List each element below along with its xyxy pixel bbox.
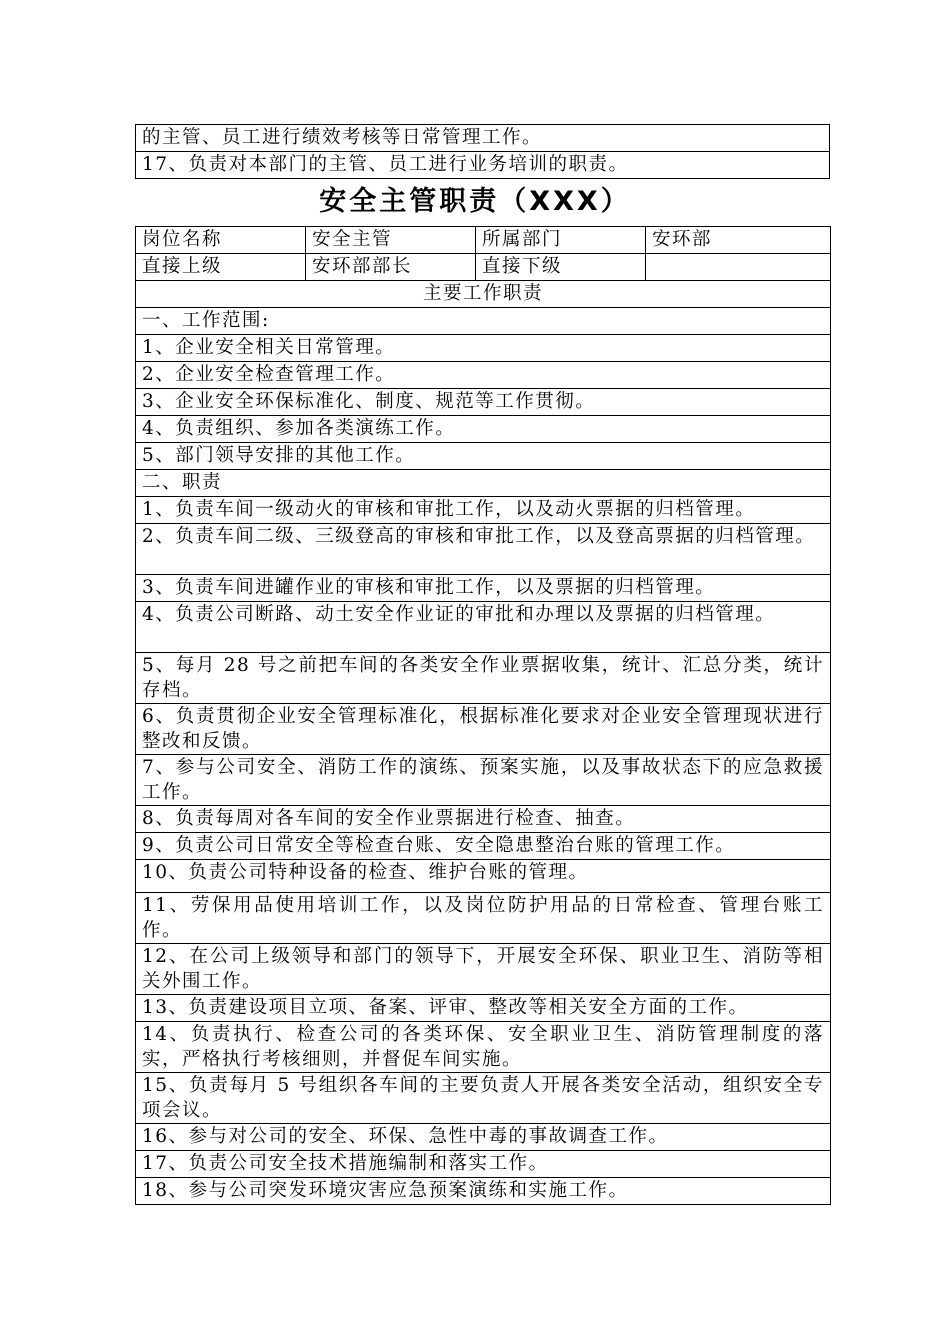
duty-item: 4、负责公司断路、动土安全作业证的审批和办理以及票据的归档管理。 <box>136 602 831 653</box>
duty-item: 18、参与公司突发环境灾害应急预案演练和实施工作。 <box>136 1178 831 1205</box>
duty-item: 14、负责执行、检查公司的各类环保、安全职业卫生、消防管理制度的落实，严格执行考核细则，并督促车间实施。 <box>136 1022 831 1073</box>
duty-item: 12、在公司上级领导和部门的领导下，开展安全环保、职业卫生、消防等相关外围工作。 <box>136 944 831 995</box>
duty-item: 10、负责公司特种设备的检查、维护台账的管理。 <box>136 860 831 893</box>
info-row-1 <box>136 227 831 254</box>
duty-heading: 二、职责 <box>136 470 831 497</box>
scope-heading: 一、工作范围: <box>136 308 831 335</box>
dept-value: 安环部 <box>646 227 831 254</box>
duty-item: 2、负责车间二级、三级登高的审核和审批工作，以及登高票据的归档管理。 <box>136 524 831 575</box>
duty-item: 13、负责建设项目立项、备案、评审、整改等相关安全方面的工作。 <box>136 995 831 1022</box>
duty-item: 1、负责车间一级动火的审核和审批工作，以及动火票据的归档管理。 <box>136 497 831 524</box>
duty-item: 8、负责每周对各车间的安全作业票据进行检查、抽查。 <box>136 806 831 833</box>
scope-item: 5、部门领导安排的其他工作。 <box>136 443 831 470</box>
duty-item: 15、负责每月 5 号组织各车间的主要负责人开展各类安全活动，组织安全专项会议。 <box>136 1073 831 1124</box>
superior-label: 直接上级 <box>136 254 306 281</box>
page-title: 安全主管职责（XXX） <box>319 186 631 217</box>
duty-item: 9、负责公司日常安全等检查台账、安全隐患整治台账的管理工作。 <box>136 833 831 860</box>
subordinate-value <box>646 254 831 281</box>
scope-item: 1、企业安全相关日常管理。 <box>136 335 831 362</box>
duty-item: 6、负责贯彻企业安全管理标准化，根据标准化要求对企业安全管理现状进行整改和反馈。 <box>136 704 831 755</box>
subordinate-label: 直接下级 <box>476 254 646 281</box>
scope-item: 4、负责组织、参加各类演练工作。 <box>136 416 831 443</box>
scope-item: 2、企业安全检查管理工作。 <box>136 362 831 389</box>
duty-item: 17、负责公司安全技术措施编制和落实工作。 <box>136 1151 831 1178</box>
duty-item: 11、劳保用品使用培训工作，以及岗位防护用品的日常检查、管理台账工作。 <box>136 893 831 944</box>
position-label: 岗位名称 <box>136 227 306 254</box>
info-row-2 <box>136 254 831 281</box>
dept-label: 所属部门 <box>476 227 646 254</box>
previous-section-table <box>135 124 830 179</box>
scope-item: 3、企业安全环保标准化、制度、规范等工作贯彻。 <box>136 389 831 416</box>
duty-item: 3、负责车间进罐作业的审核和审批工作，以及票据的归档管理。 <box>136 575 831 602</box>
duties-header: 主要工作职责 <box>136 281 831 308</box>
previous-duty-17: 17、负责对本部门的主管、员工进行业务培训的职责。 <box>136 152 830 179</box>
previous-duty-continuation: 的主管、员工进行绩效考核等日常管理工作。 <box>136 125 830 152</box>
duty-item: 16、参与对公司的安全、环保、急性中毒的事故调查工作。 <box>136 1124 831 1151</box>
superior-value: 安环部部长 <box>306 254 476 281</box>
duty-item: 5、每月 28 号之前把车间的各类安全作业票据收集，统计、汇总分类，统计存档。 <box>136 653 831 704</box>
job-duties-table <box>135 226 831 1205</box>
duty-item: 7、参与公司安全、消防工作的演练、预案实施，以及事故状态下的应急救援工作。 <box>136 755 831 806</box>
position-value: 安全主管 <box>306 227 476 254</box>
